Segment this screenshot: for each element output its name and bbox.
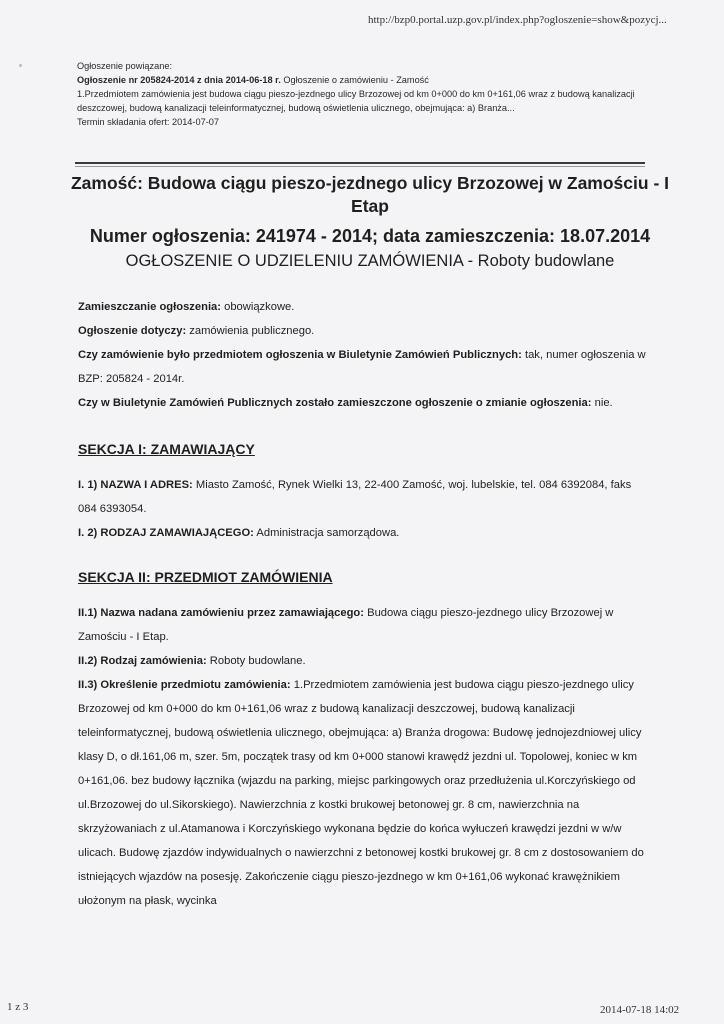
- contract-kind-value: Roboty budowlane.: [206, 655, 306, 667]
- change-row: [78, 391, 648, 415]
- contract-name-label: II.1) Nazwa nadana zamówieniu przez zamawiającego:: [78, 607, 364, 619]
- concerns-label: Ogłoszenie dotyczy:: [78, 325, 187, 337]
- page-url: http://bzp0.portal.uzp.gov.pl/index.php?ogloszenie=show&pozycj...: [368, 14, 667, 26]
- authority-type-row: [78, 521, 648, 545]
- related-heading: Ogłoszenie powiązane:: [77, 61, 172, 71]
- concerns-value: zamówienia publicznego.: [186, 325, 315, 337]
- placement-label: Zamieszczanie ogłoszenia:: [78, 301, 221, 313]
- placement-row: [78, 295, 648, 319]
- page-counter: 1 z 3: [7, 1001, 29, 1013]
- contract-kind-label: II.2) Rodzaj zamówienia:: [78, 655, 207, 667]
- notice-header: [60, 172, 680, 272]
- contract-description-label: II.3) Określenie przedmiotu zamówienia:: [78, 679, 291, 691]
- bulletin-label: Czy zamówienie było przedmiotem ogłoszenia w Biuletynie Zamówień Publicznych:: [78, 349, 522, 361]
- notice-body: [78, 295, 648, 913]
- change-label: Czy w Biuletynie Zamówień Publicznych zostało zamieszczone ogłoszenie o zmianie ogłoszenia:: [78, 397, 592, 409]
- authority-type-value: Administracja samorządowa.: [253, 527, 400, 539]
- notice-type: OGŁOSZENIE O UDZIELENIU ZAMÓWIENIA - Roboty budowlane: [125, 252, 615, 270]
- bulletin-value: tak, numer ogłoszenia w BZP: 205824 - 2014r.: [78, 349, 646, 385]
- divider-shadow: [75, 166, 645, 167]
- related-notice-link[interactable]: Ogłoszenie nr 205824-2014 z dnia 2014-06-18 r.: [77, 75, 281, 85]
- authority-name-value: Miasto Zamość, Rynek Wielki 13, 22-400 Zamość, woj. lubelskie, tel. 084 6392084, faks 084 6393054.: [78, 479, 632, 515]
- contract-description-row: [78, 673, 648, 913]
- related-notice-line: [77, 73, 677, 87]
- contract-name-row: [78, 601, 648, 649]
- notice-number: Numer ogłoszenia: 241974 - 2014; data zamieszczenia: 18.07.2014: [89, 226, 651, 246]
- related-deadline: Termin składania ofert: 2014-07-07: [77, 117, 219, 127]
- contract-name-value: Budowa ciągu pieszo-jezdnego ulicy Brzozowej w Zamościu - I Etap.: [78, 607, 614, 643]
- divider: [75, 162, 645, 164]
- page-title: Zamość: Budowa ciągu pieszo-jezdnego ulicy Brzozowej w Zamościu - I Etap: [70, 173, 669, 216]
- related-notice: [77, 59, 677, 129]
- change-value: nie.: [591, 397, 613, 409]
- contract-description-value: 1.Przedmiotem zamówienia jest budowa ciągu pieszo-jezdnego ulicy Brzozowej od km 0+000 do km 0+161,06 wraz z budową kanalizacji deszczowej, budową kanalizacji teleinformatycznej, budową oświetlenia ulicznego, obejmująca: a) Branża drogowa: Budowę jednojezdniowej ulicy klasy D, o dł.161,06 m, szer. 5m, początek trasy od km 0+000 stanowi krawędź jezdni ul. Topolowej, koniec w km 0+161,06. bez budowy łącznika (wjazdu na parking, miejsc parkingowych oraz przedłużenia ul.Korczyńskiego od ul.Brzozowej do ul.Sikorskiego). Nawierzchnia z kostki brukowej betonowej gr. 8 cm, nawierzchnia na skrzyżowaniach z ul.Atamanowa i Korczyńskiego wykonana będzie do końca wyłuczeń krawędzi jezdni w w/w ulicach. Budowę zjazdów indywidualnych o nawierzchni z betonowej kostki brukowej gr. 8 cm z dostosowaniem do istniejących wjazdów na posesję. Zakończenie ciągu pieszo-jezdnego w km 0+161,06 wykonać krawężnikiem ułożonym na płask, wycinka: [78, 679, 644, 907]
- authority-type-label: I. 2) RODZAJ ZAMAWIAJĄCEGO:: [78, 527, 254, 539]
- related-notice-rest: Ogłoszenie o zamówieniu - Zamość: [280, 75, 429, 85]
- contracting-authority-row: [78, 473, 648, 521]
- print-timestamp: 2014-07-18 14:02: [600, 1004, 680, 1016]
- contract-kind-row: [78, 649, 648, 673]
- section-1-heading: SEKCJA I: ZAMAWIAJĄCY: [78, 441, 255, 457]
- authority-name-label: I. 1) NAZWA I ADRES:: [78, 479, 193, 491]
- related-description: 1.Przedmiotem zamówienia jest budowa ciągu pieszo-jezdnego ulicy Brzozowej od km 0+000 do km 0+161,06 wraz z budową kanalizacji deszczowej, budową kanalizacji teleinformatycznej, budową oświetlenia ulicznego, obejmująca: a) Branża...: [77, 89, 635, 113]
- concerns-row: [78, 319, 648, 343]
- bulletin-row: [78, 343, 648, 391]
- placement-value: obowiązkowe.: [221, 301, 295, 313]
- section-2-heading: SEKCJA II: PRZEDMIOT ZAMÓWIENIA: [78, 569, 333, 585]
- scan-artifact: [19, 64, 22, 67]
